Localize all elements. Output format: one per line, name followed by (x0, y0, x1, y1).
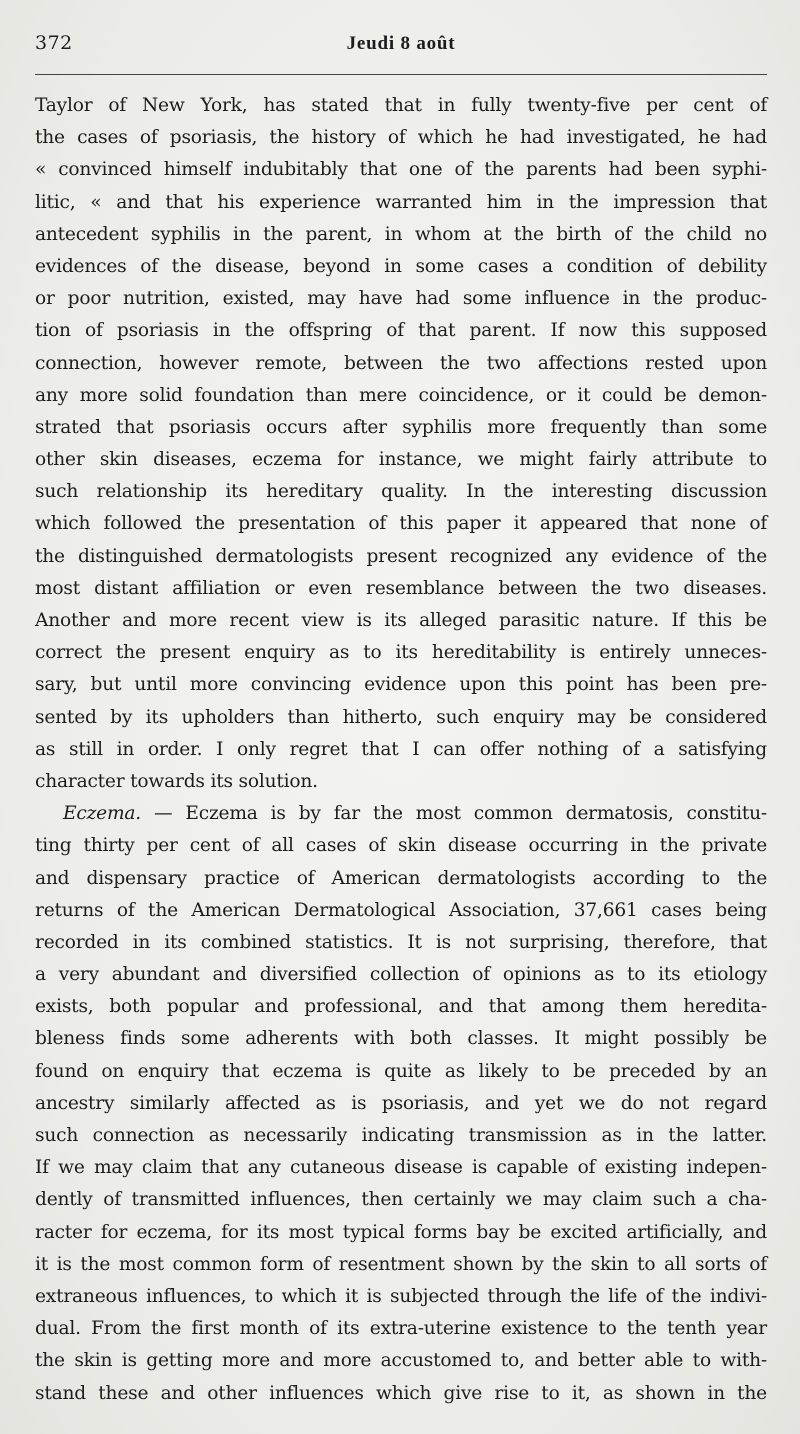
text-line: Another and more recent view is its alleged parasitic nature. If this be (35, 610, 767, 631)
text-line: tion of psoriasis in the offspring of that parent. If now this supposed (35, 320, 767, 342)
text-line: correct the present enquiry as to its hereditability is entirely unneces- (35, 642, 767, 664)
text-line: antecedent syphilis in the parent, in whom at the birth of the child no (35, 223, 767, 245)
text-line: exists, both popular and professional, and that among them heredita- (35, 996, 767, 1018)
eczema-first-line (35, 798, 767, 830)
text-line: the skin is getting more and more accustomed to, and better able to with- (35, 1350, 767, 1372)
text-line: it is the most common form of resentment shown by the skin to all sorts of (35, 1253, 767, 1275)
text-line: other skin diseases, eczema for instance, we might fairly attribute to (35, 449, 767, 471)
text-line: strated that psoriasis occurs after syphilis more frequently than some (35, 416, 767, 438)
text-line: dual. From the first month of its extra-uterine existence to the tenth year (35, 1318, 767, 1340)
text-line: evidences of the disease, beyond in some cases a condition of debility (35, 255, 767, 277)
text-line: the distinguished dermatologists present recognized any evidence of the (35, 545, 767, 567)
text-line: returns of the American Dermatological Association, 37,661 cases being (35, 899, 767, 921)
text-line: recorded in its combined statistics. It is not surprising, therefore, that (35, 931, 767, 953)
text-line: a very abundant and diversified collection of opinions as to its etiology (35, 964, 767, 986)
page-number: 372 (35, 32, 73, 54)
text-line: racter for eczema, for its most typical forms bay be excited artificially, and (35, 1221, 767, 1243)
text-line: « convinced himself indubitably that one of the parents had been syphi- (35, 159, 767, 181)
running-title: Jeudi 8 août (346, 33, 456, 54)
eczema-heading: Eczema. (63, 803, 142, 825)
text-line: character towards its solution. (35, 770, 318, 792)
header-rule (35, 74, 767, 75)
text-line: or poor nutrition, existed, may have had some influence in the produc- (35, 288, 767, 310)
text-line: connection, however remote, between the two affections rested upon (35, 352, 767, 374)
text-line: such relationship its hereditary quality. In the interesting discussion (35, 481, 767, 503)
text-line: as still in order. I only regret that I can offer nothing of a satisfying (35, 738, 767, 760)
eczema-paragraph (35, 798, 767, 1410)
text-line: Taylor of New York, has stated that in fully twenty-five per cent of (35, 95, 767, 116)
text-line: most distant affiliation or even resemblance between the two diseases. (35, 577, 767, 599)
text-line: dently of transmitted influences, then certainly we may claim such a cha- (35, 1189, 767, 1211)
text-line: sented by its upholders than hitherto, such enquiry may be considered (35, 706, 767, 728)
body-text (35, 90, 767, 1410)
text-line: stand these and other influences which give rise to it, as shown in the (35, 1382, 767, 1404)
text-line: ting thirty per cent of all cases of skin disease occurring in the private (35, 835, 767, 857)
text-line: extraneous influences, to which it is subjected through the life of the indivi- (35, 1285, 767, 1307)
text-line: which followed the presentation of this paper it appeared that none of (35, 513, 767, 535)
text-line: If we may claim that any cutaneous disease is capable of existing indepen- (35, 1157, 767, 1179)
text-line: any more solid foundation than mere coincidence, or it could be demon- (35, 384, 767, 406)
eczema-first-line-text: — Eczema is by far the most common dermatosis, constitu- (141, 803, 767, 825)
text-line: bleness finds some adherents with both classes. It might possibly be (35, 1028, 767, 1050)
text-line: litic, « and that his experience warranted him in the impression that (35, 191, 767, 213)
text-line: the cases of psoriasis, the history of which he had investigated, he had (35, 127, 767, 149)
text-line: such connection as necessarily indicating transmission as in the latter. (35, 1125, 767, 1146)
running-header (35, 0, 767, 74)
text-line: ancestry similarly affected as is psoriasis, and yet we do not regard (35, 1092, 767, 1114)
text-line: found on enquiry that eczema is quite as likely to be preceded by an (35, 1060, 767, 1082)
text-line: and dispensary practice of American dermatologists according to the (35, 867, 767, 889)
psoriasis-paragraph (35, 90, 767, 798)
text-line: sary, but until more convincing evidence upon this point has been pre- (35, 674, 767, 696)
